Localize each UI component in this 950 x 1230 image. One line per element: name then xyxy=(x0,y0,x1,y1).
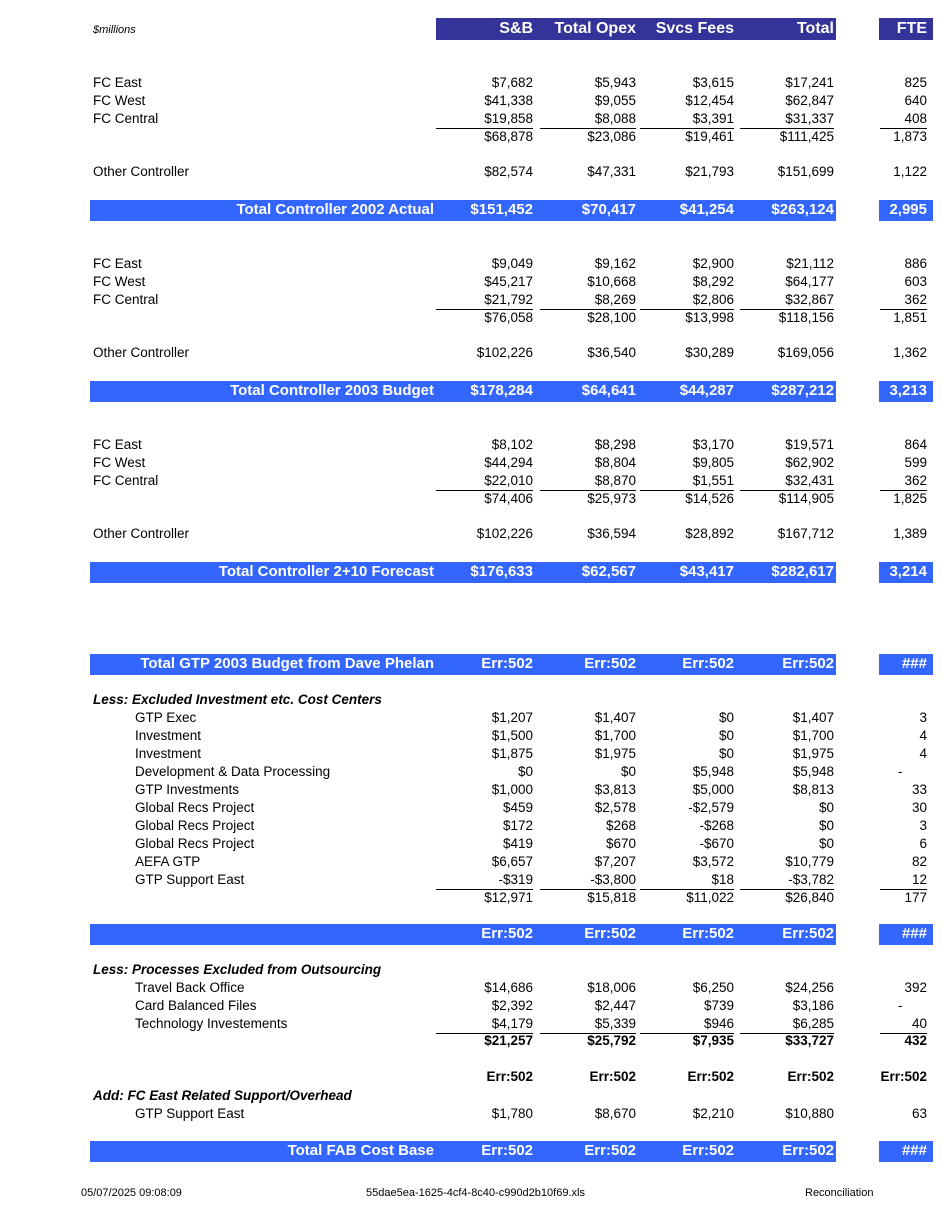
cell-sb: Err:502 xyxy=(481,655,533,672)
table-row xyxy=(0,291,950,309)
row-label: AEFA GTP xyxy=(135,854,201,869)
cell-sb: $4,179 xyxy=(436,1015,533,1034)
row-label: Other Controller xyxy=(93,164,190,179)
cell-fte: 6 xyxy=(919,836,927,851)
cell-svcs: $2,806 xyxy=(640,291,734,310)
table-row xyxy=(0,110,950,128)
cell-fte: 408 xyxy=(880,110,927,129)
cell-total: $0 xyxy=(818,836,834,851)
footer-timestamp: 05/07/2025 09:08:09 xyxy=(81,1187,182,1199)
cell-svcs: $9,805 xyxy=(692,455,734,470)
cell-opex: $8,088 xyxy=(540,110,636,129)
cell-opex: $8,870 xyxy=(540,472,636,491)
cell-opex: $36,540 xyxy=(587,345,636,360)
cell-svcs: -$2,579 xyxy=(688,800,734,815)
cell-opex: $1,700 xyxy=(594,728,636,743)
cell-total: $32,431 xyxy=(740,472,834,491)
cell-sb: $12,971 xyxy=(484,890,533,905)
total-row xyxy=(0,380,950,401)
cell-sb: $6,657 xyxy=(491,854,533,869)
cell-opex: -$3,800 xyxy=(540,871,636,890)
cell-opex: Err:502 xyxy=(584,655,636,672)
cell-sb: $172 xyxy=(502,818,533,833)
total-row xyxy=(0,1140,950,1161)
cell-opex: $64,641 xyxy=(581,382,636,399)
table-row xyxy=(0,74,950,92)
cell-opex: $268 xyxy=(605,818,636,833)
cell-sb: Err:502 xyxy=(481,1142,533,1159)
cell-total: $167,712 xyxy=(777,526,834,541)
row-label: FC Central xyxy=(93,473,159,488)
row-label: Global Recs Project xyxy=(135,818,255,833)
cell-svcs: $21,793 xyxy=(685,164,734,179)
cell-svcs: $19,461 xyxy=(685,129,734,144)
cell-sb: $2,392 xyxy=(491,998,533,1013)
cell-opex: $2,578 xyxy=(594,800,636,815)
cell-total: $169,056 xyxy=(777,345,834,360)
table-row xyxy=(0,273,950,291)
cell-sb: $151,452 xyxy=(470,201,533,218)
cell-total: $62,902 xyxy=(785,455,834,470)
cell-fte: - xyxy=(898,764,903,779)
cell-total: $118,156 xyxy=(778,310,834,325)
cell-sb: $1,875 xyxy=(491,746,533,761)
cell-total: $114,905 xyxy=(778,491,834,506)
cell-fte: 3,214 xyxy=(889,563,927,580)
row-label: FC East xyxy=(93,75,142,90)
footer-sheet-name: Reconciliation xyxy=(805,1187,874,1199)
cell-opex: Err:502 xyxy=(589,1069,636,1084)
row-label: FC West xyxy=(93,455,146,470)
cell-fte: 1,362 xyxy=(893,345,927,360)
cell-sb: $1,000 xyxy=(491,782,533,797)
cell-sb: $102,226 xyxy=(476,345,533,360)
cell-opex: $670 xyxy=(605,836,636,851)
total-row xyxy=(0,561,950,582)
cell-fte: 1,389 xyxy=(893,526,927,541)
cell-opex: $28,100 xyxy=(587,310,636,325)
cell-total: $1,700 xyxy=(792,728,834,743)
table-row xyxy=(0,979,950,997)
cell-total: $24,256 xyxy=(785,980,834,995)
cell-svcs: $946 xyxy=(640,1015,734,1034)
header-total-opex: Total Opex xyxy=(554,20,636,37)
row-label: GTP Support East xyxy=(135,872,245,887)
cell-fte: 63 xyxy=(911,1106,927,1121)
cell-total: $19,571 xyxy=(785,437,834,452)
table-row xyxy=(0,454,950,472)
cell-sb: $1,500 xyxy=(491,728,533,743)
cell-opex: $9,055 xyxy=(594,93,636,108)
cell-sb: Err:502 xyxy=(486,1069,533,1084)
cell-opex: $36,594 xyxy=(587,526,636,541)
cell-opex: $62,567 xyxy=(581,563,636,580)
cell-sb: $22,010 xyxy=(436,472,533,491)
row-label: Technology Investements xyxy=(135,1016,288,1031)
total-label xyxy=(90,923,434,944)
cell-opex: $25,973 xyxy=(587,491,636,506)
header-total: Total xyxy=(796,20,834,37)
table-row xyxy=(0,817,950,835)
cell-sb: $14,686 xyxy=(484,980,533,995)
cell-total: $287,212 xyxy=(771,382,834,399)
cell-fte: ### xyxy=(901,1142,927,1159)
total-row xyxy=(0,923,950,944)
cell-total: $31,337 xyxy=(740,110,834,129)
cell-opex: $2,447 xyxy=(594,998,636,1013)
cell-sb: $82,574 xyxy=(484,164,533,179)
cell-opex: $23,086 xyxy=(587,129,636,144)
section-title-row xyxy=(0,1087,950,1105)
cell-opex: $15,818 xyxy=(587,890,636,905)
cell-fte: 3 xyxy=(919,818,927,833)
cell-svcs: $11,022 xyxy=(686,890,734,905)
cell-svcs: $3,615 xyxy=(692,75,734,90)
cell-sb: $459 xyxy=(502,800,533,815)
cell-svcs: Err:502 xyxy=(682,1142,734,1159)
header-sb: S&B xyxy=(499,20,533,37)
cell-sb: $8,102 xyxy=(491,437,533,452)
row-label: GTP Support East xyxy=(135,1106,245,1121)
cell-sb: $21,257 xyxy=(484,1033,533,1048)
cell-svcs: $5,000 xyxy=(692,782,734,797)
cell-fte: 4 xyxy=(919,746,927,761)
row-label: Other Controller xyxy=(93,526,190,541)
cell-svcs: $0 xyxy=(718,710,734,725)
section-title: Less: Processes Excluded from Outsourcing xyxy=(93,962,382,977)
cell-total: $33,727 xyxy=(785,1033,834,1048)
table-row xyxy=(0,255,950,273)
row-label: FC Central xyxy=(93,111,159,126)
cell-svcs: $0 xyxy=(718,728,734,743)
table-row xyxy=(0,344,950,362)
cell-fte: 3,213 xyxy=(889,382,927,399)
cell-total: $5,948 xyxy=(792,764,834,779)
cell-fte: 432 xyxy=(904,1033,927,1048)
cell-sb: $178,284 xyxy=(470,382,533,399)
section-title: Add: FC East Related Support/Overhead xyxy=(93,1088,352,1103)
cell-svcs: $41,254 xyxy=(679,201,734,218)
table-row xyxy=(0,1015,950,1033)
subtotal-row xyxy=(0,1032,950,1050)
cell-svcs: $30,289 xyxy=(685,345,734,360)
row-label: FC West xyxy=(93,93,146,108)
cell-total: $10,880 xyxy=(785,1106,834,1121)
total-label: Total GTP 2003 Budget from Dave Phelan xyxy=(140,655,434,672)
cell-svcs: $3,170 xyxy=(692,437,734,452)
cell-svcs: $5,948 xyxy=(692,764,734,779)
cell-fte: ### xyxy=(901,925,927,942)
cell-opex: $10,668 xyxy=(587,274,636,289)
cell-fte: 1,851 xyxy=(893,310,927,325)
row-label: Travel Back Office xyxy=(135,980,245,995)
table-row xyxy=(0,163,950,181)
total-label: Total Controller 2003 Budget xyxy=(230,382,434,399)
cell-fte: 825 xyxy=(904,75,927,90)
cell-svcs: Err:502 xyxy=(682,655,734,672)
table-row xyxy=(0,853,950,871)
cell-opex: $25,792 xyxy=(587,1033,636,1048)
cell-total: $26,840 xyxy=(785,890,834,905)
cell-fte: 33 xyxy=(911,782,927,797)
cell-total: $21,112 xyxy=(786,256,834,271)
cell-total: $32,867 xyxy=(740,291,834,310)
cell-svcs: $8,292 xyxy=(692,274,734,289)
cell-svcs: $12,454 xyxy=(685,93,734,108)
cell-sb: $1,780 xyxy=(491,1106,533,1121)
total-label: Total Controller 2002 Actual xyxy=(236,201,434,218)
table-row xyxy=(0,763,950,781)
cell-total: $17,241 xyxy=(785,75,834,90)
cell-sb: $41,338 xyxy=(484,93,533,108)
cell-svcs: $28,892 xyxy=(685,526,734,541)
cell-total: Err:502 xyxy=(782,1142,834,1159)
cell-fte: 1,873 xyxy=(893,129,927,144)
cell-opex: $0 xyxy=(620,764,636,779)
cell-fte: 1,825 xyxy=(893,491,927,506)
subtotal-row xyxy=(0,128,950,146)
cell-svcs: $13,998 xyxy=(685,310,734,325)
table-row xyxy=(0,781,950,799)
section-title: Less: Excluded Investment etc. Cost Centers xyxy=(93,692,382,707)
table-row xyxy=(0,727,950,745)
cell-opex: $5,339 xyxy=(540,1015,636,1034)
cell-opex: $5,943 xyxy=(594,75,636,90)
units-label: $millions xyxy=(93,24,136,36)
cell-total: Err:502 xyxy=(782,655,834,672)
section-title-row xyxy=(0,691,950,709)
row-label: FC Central xyxy=(93,292,159,307)
cell-sb: Err:502 xyxy=(481,925,533,942)
table-row xyxy=(0,745,950,763)
subtotal-row xyxy=(0,309,950,327)
cell-sb: $19,858 xyxy=(436,110,533,129)
cell-opex: $8,298 xyxy=(594,437,636,452)
cell-svcs: Err:502 xyxy=(682,925,734,942)
cell-fte: 3 xyxy=(919,710,927,725)
row-label: GTP Exec xyxy=(135,710,197,725)
cell-sb: $7,682 xyxy=(491,75,533,90)
total-row xyxy=(0,653,950,674)
table-row xyxy=(0,525,950,543)
cell-fte: 640 xyxy=(904,93,927,108)
cell-fte: 30 xyxy=(911,800,927,815)
subtotal-row xyxy=(0,490,950,508)
row-label: FC East xyxy=(93,256,142,271)
header-svcs-fees: Svcs Fees xyxy=(655,20,734,37)
cell-total: Err:502 xyxy=(787,1069,834,1084)
total-label: Total Controller 2+10 Forecast xyxy=(218,563,434,580)
cell-total: $0 xyxy=(818,818,834,833)
cell-total: $151,699 xyxy=(777,164,834,179)
cell-opex: $1,975 xyxy=(594,746,636,761)
cell-sb: $44,294 xyxy=(484,455,533,470)
cell-sb: $21,792 xyxy=(436,291,533,310)
cell-fte: ### xyxy=(901,655,927,672)
total-row xyxy=(0,199,950,220)
table-row xyxy=(0,709,950,727)
cell-total: $3,186 xyxy=(792,998,834,1013)
cell-fte: 362 xyxy=(880,291,927,310)
cell-svcs: -$268 xyxy=(699,818,734,833)
cell-sb: $1,207 xyxy=(491,710,533,725)
cell-fte: 864 xyxy=(904,437,927,452)
cell-total: $1,975 xyxy=(792,746,834,761)
cell-sb: $419 xyxy=(502,836,533,851)
cell-total: $6,285 xyxy=(740,1015,834,1034)
cell-svcs: $1,551 xyxy=(640,472,734,491)
row-label: Card Balanced Files xyxy=(135,998,257,1013)
cell-fte: - xyxy=(898,998,903,1013)
cell-svcs: $6,250 xyxy=(692,980,734,995)
cell-fte: 12 xyxy=(880,871,927,890)
cell-opex: $8,269 xyxy=(540,291,636,310)
cell-total: $263,124 xyxy=(771,201,834,218)
cell-fte: 603 xyxy=(904,274,927,289)
table-row xyxy=(0,436,950,454)
cell-total: Err:502 xyxy=(782,925,834,942)
total-label: Total FAB Cost Base xyxy=(287,1142,434,1159)
table-row xyxy=(0,997,950,1015)
cell-total: -$3,782 xyxy=(740,871,834,890)
cell-svcs: $2,900 xyxy=(692,256,734,271)
cell-opex: $1,407 xyxy=(594,710,636,725)
cell-fte: 599 xyxy=(904,455,927,470)
cell-total: $8,813 xyxy=(792,782,834,797)
row-label: FC East xyxy=(93,437,142,452)
row-label: GTP Investments xyxy=(135,782,240,797)
row-label: Development & Data Processing xyxy=(135,764,331,779)
cell-opex: $8,670 xyxy=(594,1106,636,1121)
cell-svcs: $14,526 xyxy=(685,491,734,506)
cell-sb: $9,049 xyxy=(491,256,533,271)
row-label: Investment xyxy=(135,728,202,743)
cell-svcs: $3,572 xyxy=(692,854,734,869)
cell-svcs: Err:502 xyxy=(687,1069,734,1084)
table-row xyxy=(0,472,950,490)
cell-fte: 392 xyxy=(904,980,927,995)
table-row xyxy=(0,871,950,889)
cell-opex: Err:502 xyxy=(584,925,636,942)
cell-fte: 1,122 xyxy=(893,164,927,179)
cell-svcs: -$670 xyxy=(699,836,734,851)
cell-total: $111,425 xyxy=(779,129,834,144)
cell-total: $64,177 xyxy=(785,274,834,289)
error-row xyxy=(0,1068,950,1086)
cell-opex: $70,417 xyxy=(581,201,636,218)
cell-opex: $47,331 xyxy=(587,164,636,179)
cell-total: $282,617 xyxy=(771,563,834,580)
cell-fte: 2,995 xyxy=(889,201,927,218)
cell-opex: $7,207 xyxy=(594,854,636,869)
column-header-row xyxy=(0,18,950,40)
cell-svcs: $3,391 xyxy=(640,110,734,129)
cell-fte: 40 xyxy=(880,1015,927,1034)
cell-total: $62,847 xyxy=(785,93,834,108)
row-label: FC West xyxy=(93,274,146,289)
cell-sb: $76,058 xyxy=(484,310,533,325)
table-row xyxy=(0,92,950,110)
cell-opex: Err:502 xyxy=(584,1142,636,1159)
cell-fte: 886 xyxy=(904,256,927,271)
table-row xyxy=(0,1105,950,1123)
cell-svcs: $2,210 xyxy=(692,1106,734,1121)
cell-fte: Err:502 xyxy=(880,1069,927,1084)
cell-svcs: $0 xyxy=(718,746,734,761)
cell-sb: $176,633 xyxy=(470,563,533,580)
row-label: Global Recs Project xyxy=(135,836,255,851)
cell-svcs: $43,417 xyxy=(679,563,734,580)
cell-opex: $3,813 xyxy=(594,782,636,797)
section-title-row xyxy=(0,961,950,979)
cell-total: $0 xyxy=(818,800,834,815)
cell-sb: $45,217 xyxy=(484,274,533,289)
header-fte: FTE xyxy=(896,20,927,37)
cell-fte: 4 xyxy=(919,728,927,743)
cell-sb: $0 xyxy=(517,764,533,779)
cell-svcs: $18 xyxy=(640,871,734,890)
cell-opex: $8,804 xyxy=(594,455,636,470)
cell-total: $10,779 xyxy=(785,854,834,869)
cell-sb: $74,406 xyxy=(484,491,533,506)
cell-fte: 82 xyxy=(911,854,927,869)
row-label: Other Controller xyxy=(93,345,190,360)
footer-filename: 55dae5ea-1625-4cf4-8c40-c990d2b10f69.xls xyxy=(366,1187,585,1199)
cell-svcs: $7,935 xyxy=(692,1033,734,1048)
row-label: Global Recs Project xyxy=(135,800,255,815)
cell-sb: -$319 xyxy=(436,871,533,890)
cell-total: $1,407 xyxy=(792,710,834,725)
cell-fte: 362 xyxy=(880,472,927,491)
cell-svcs: $44,287 xyxy=(679,382,734,399)
subtotal-row xyxy=(0,889,950,907)
cell-opex: $18,006 xyxy=(587,980,636,995)
row-label: Investment xyxy=(135,746,202,761)
table-row xyxy=(0,799,950,817)
cell-sb: $68,878 xyxy=(484,129,533,144)
table-row xyxy=(0,835,950,853)
cell-fte: 177 xyxy=(904,890,927,905)
cell-sb: $102,226 xyxy=(476,526,533,541)
cell-svcs: $739 xyxy=(703,998,734,1013)
cell-opex: $9,162 xyxy=(594,256,636,271)
